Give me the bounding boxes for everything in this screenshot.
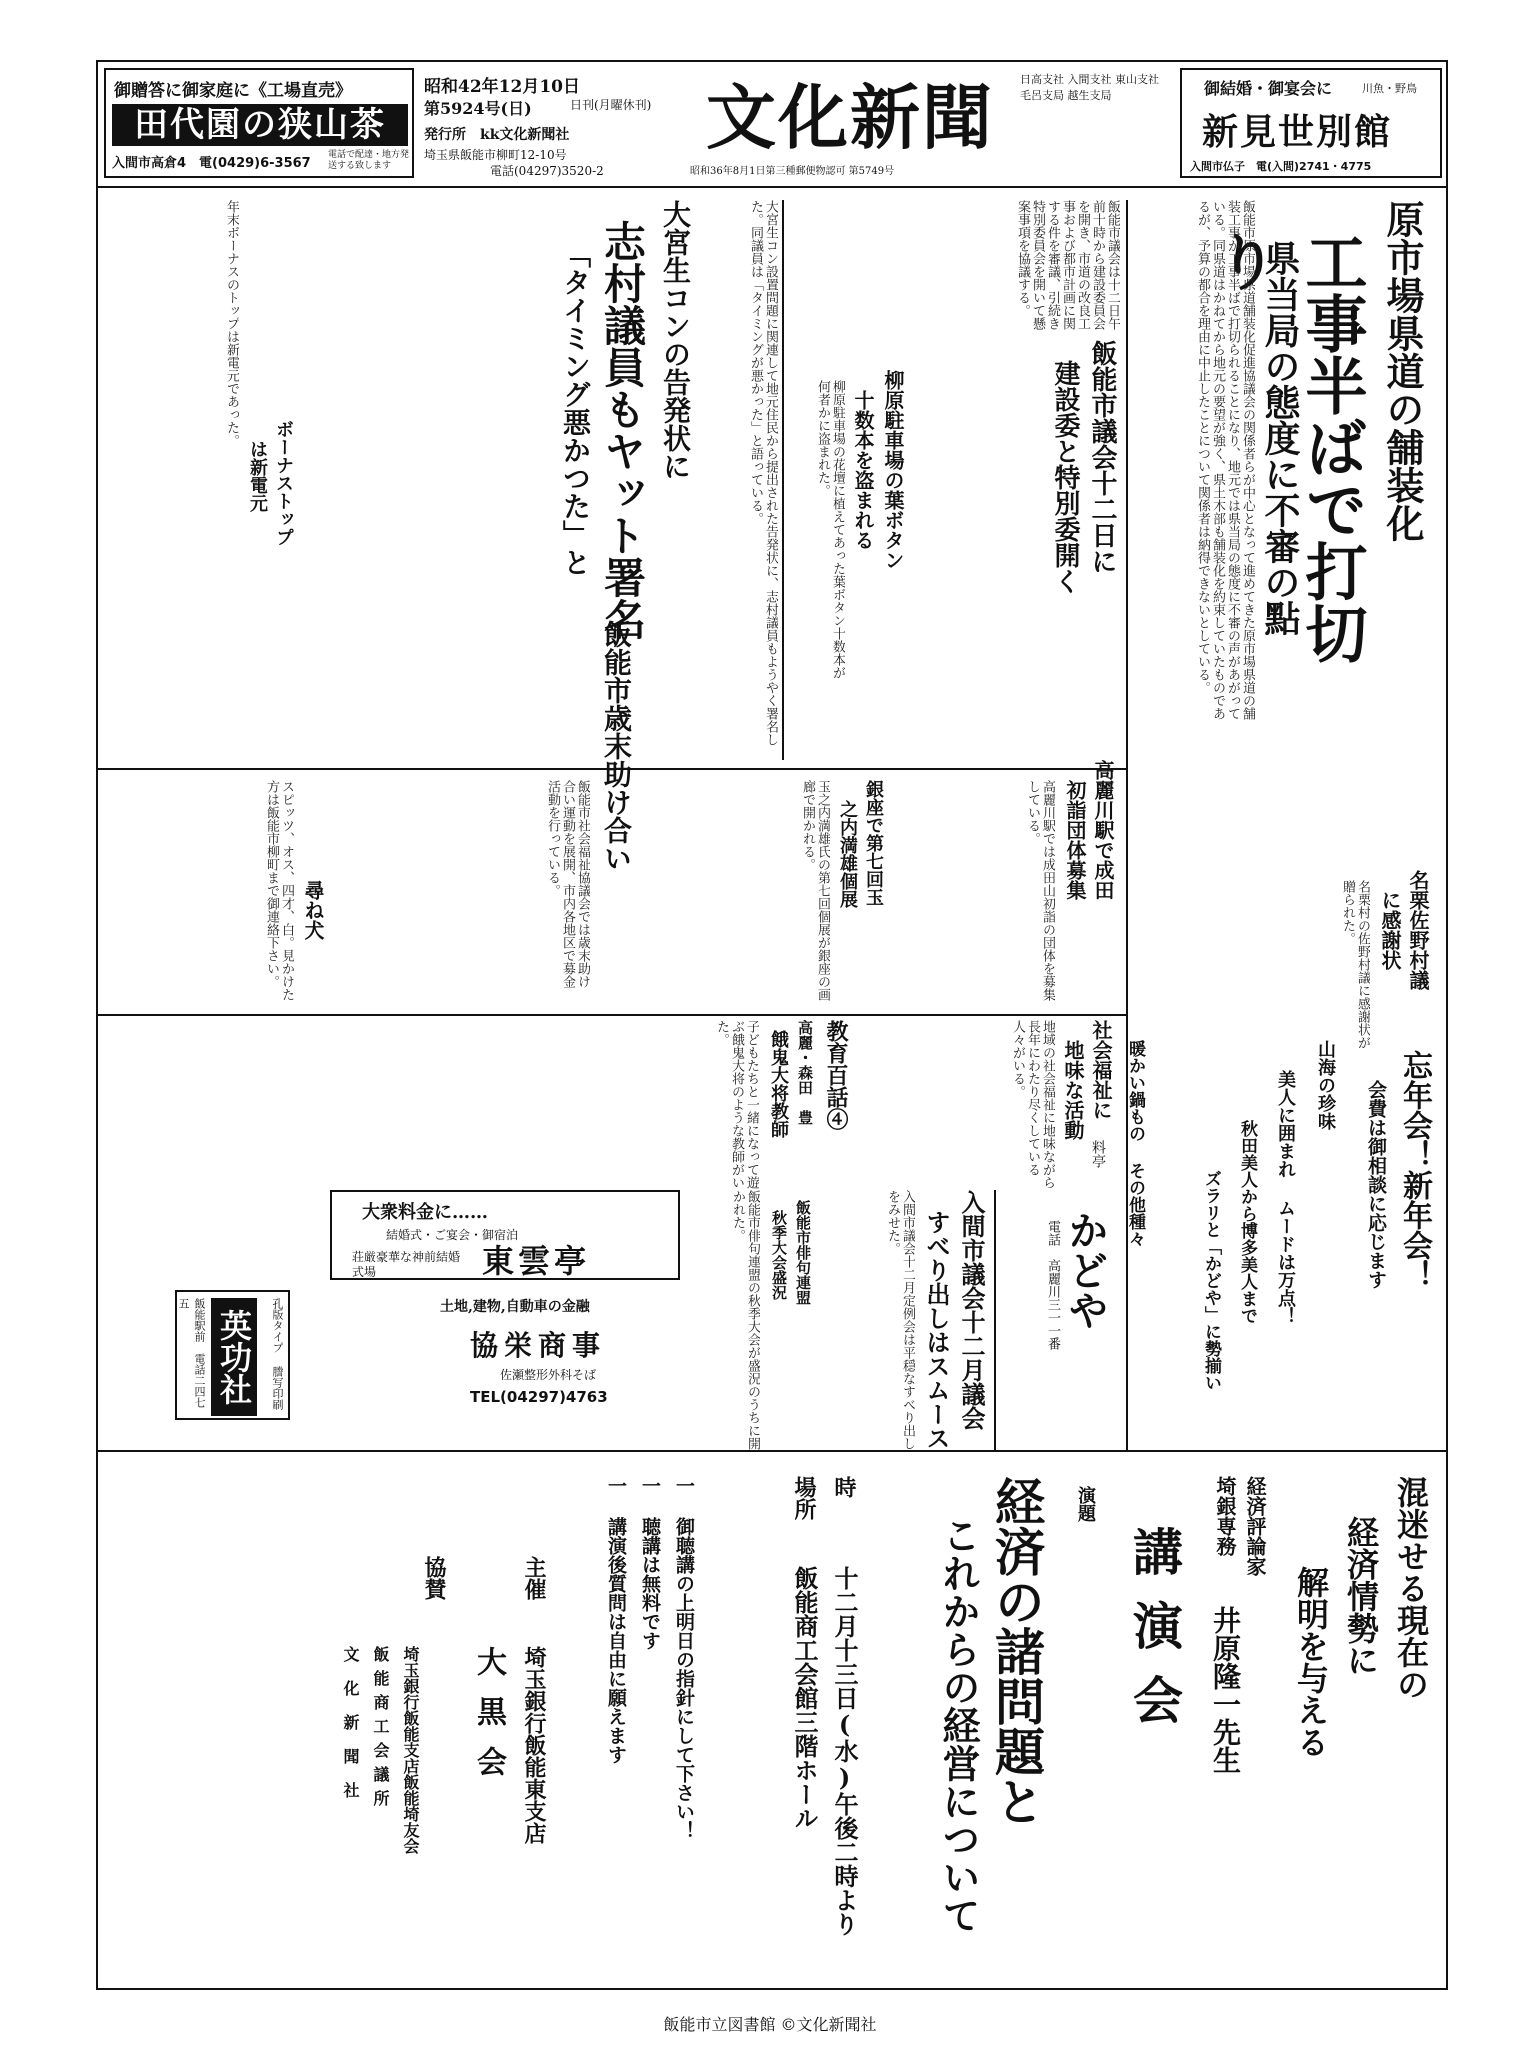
ad-slogan: 忘年会！新年会！ [1397,1050,1432,1290]
askdog-body: スピッツ、オス、四才、白。見かけた方は飯能市柳町まで御連絡下さい。 [264,780,294,1001]
ad-line: ズラリと「かどや」に勢揃い [1201,1170,1221,1391]
ad-sub: 孔版タイプ 謄写印刷 [271,1298,284,1410]
lecture-time-label: 時 [831,1476,857,1498]
lecture-speaker-role: 埼銀専務 [1213,1476,1237,1556]
lecture-topic: これからの経営について [936,1516,981,1934]
education-subtitle: 餓鬼大将教師 [768,1030,789,1138]
divider [96,1450,1448,1452]
ad-line: 秋田美人から博多美人まで [1237,1120,1257,1324]
footer-credit: 飯能市立図書館 ©文化新聞社 [663,2015,877,2034]
ginza-headline-2: 之内満雄個展 [837,800,858,908]
issue-frequency: 日刊(月曜休刊) [570,98,652,112]
council-body: 飯能市議会は十二日午前十時から建設委員会を開き、市道の改良工事および都市計画に関する件を審議、引続き特別委員会を開いて懸案事項を協議する。 [1015,200,1120,330]
council-headline-1: 飯能市議会十二日に [1087,340,1117,574]
lecture-time: 十二月十三日(水)午後二時より [830,1566,859,1936]
education-headline: 教育百話④ [823,1020,849,1130]
lecture-title: 解明を与える [1292,1566,1330,1758]
omiya-headline-3: 「タイミング悪かつた」と [559,240,592,576]
ad-name: 新見世別館 [1202,111,1393,153]
haiku-body: 飯能市俳句連盟の秋季大会が盛況のうちに開かれた。 [730,1190,760,1450]
welfare-headline-1: 社会福祉に [1089,1020,1113,1120]
lead-body-cont [1130,600,1440,850]
haiku-headline-2: 秋季大会盛況 [770,1210,788,1300]
lecture-co: 飯能商工会議所 [371,1646,390,1814]
education-author: 高麗・森田 豊 [796,1020,814,1125]
lecture-place: 飯能商工会館三階ホール [790,1566,819,1830]
welfare-headline-2: 地味な活動 [1061,1040,1085,1140]
lead-body: 飯能市原市場県道舗装化促進協議会の関係者らが中心となって進めてきた原市場県道の舗装工事が工事半ばで打切られることになり、地元では県当局の態度に不審の声があがっている。同県道はかねてから地元の要望が強く、県土木部も舗装化を約束していたものであるが、予算の都合を理由に中止したことについて関係者は納得できないとしている。 [1195,200,1255,720]
lecture-note: 一 御聴講の上明日の指針にして下さい！ [673,1476,695,1840]
bonus-headline-1: ボーナストップ [273,420,294,546]
bonus-headline-2: は新電元 [247,440,268,512]
lecture-event: 講演会 [1125,1526,1184,1748]
iruma-headline-1: 入間市議会十二月議会 [957,1190,986,1430]
masthead-permit: 昭和36年8月1日第三種郵便物認可 第5749号 [690,166,895,177]
ad-address: 飯能駅前 電話二四七五 [177,1298,206,1408]
lecture-co: 文化新聞社 [341,1646,360,1816]
ad-phone: TEL(04297)4763 [470,1388,608,1406]
kohigawa-headline-2: 初詣団体募集 [1063,780,1087,900]
council-body-2 [900,340,1040,740]
welfare-body: 地域の社会福祉に地味ながら長年にわたり尽くしている人々がいる。 [1010,1020,1055,1189]
theft-body: 柳原駐車場の花壇に植えてあった葉ボタン十数本が何者かに盗まれた。 [815,380,845,679]
lecture-host-label: 主催 [521,1556,547,1600]
lecture-ad [100,1456,1444,1986]
theft-headline-1: 柳原駐車場の葉ボタン [881,370,905,570]
iruma-body: 入間市議会十二月定例会は平穏なすべり出しをみせた。 [885,1190,915,1450]
lead-headline-1: 原市場県道の舗装化 [1380,200,1425,542]
divider [782,200,784,760]
thanks-headline-2: に感謝状 [1378,890,1402,970]
ad-desc: 荘厳豪華な神前結婚式場 [352,1250,461,1279]
haiku-headline-1: 飯能市俳句連盟 [794,1200,812,1305]
issue-date: 昭和42年12月10日 [424,77,580,97]
ad-sub: 川魚・野鳥 [1362,82,1417,95]
lecture-place-label: 場所 [791,1476,817,1520]
lecture-topic-label: 演題 [1075,1486,1096,1522]
lecture-speaker-name: 井原隆一先生 [1209,1606,1242,1774]
lecture-title: 混迷せる現在の [1392,1476,1430,1700]
ad-slogan-sub: 会費は御相談に応じます [1365,1080,1387,1289]
divider [994,1190,996,1450]
ad-line: 美人に囲まれ ムードは万点！ [1275,1070,1296,1325]
ad-tashiroen [104,68,414,178]
ad-line: 暖かい鍋もの その他種々 [1125,1040,1145,1247]
issue-number: 第5924号(日) [424,99,532,118]
issue-info [420,68,650,178]
ad-label: 料亭 [1090,1140,1106,1168]
iruma-headline-2: すべり出しはスムース [922,1210,951,1450]
ginza-headline-1: 銀座で第七回玉 [863,780,884,906]
ad-address: 入間市高倉4 電(0429)6-3567 [112,156,311,171]
lecture-co-label: 協賛 [421,1556,447,1600]
ad-kadoya [1000,1040,1440,1450]
ginza-body: 玉之内満雄氏の第七回個展が銀座の画廊で開かれる。 [800,780,830,1001]
publisher-phone: 電話(04297)3520-2 [490,164,604,178]
thanks-headline-1: 名栗佐野村議 [1406,870,1430,990]
askdog-headline: 尋ね犬 [301,880,325,940]
theft-headline-2: 十数本を盗まれる [851,390,875,550]
ad-name: 英功社 [211,1298,257,1416]
council-headline-2: 建設委と特別委開く [1050,360,1080,594]
ad-name: 東雲亭 [482,1242,591,1280]
mutualaid-headline: 飯能市歳末助け合い [600,620,633,872]
ad-title: 大衆料金に…… [362,1202,488,1223]
lecture-co: 埼玉銀行飯能支店飯能埼友会 [401,1646,420,1854]
lead-headline-3: 県当局の態度に不審の點 [1259,240,1301,636]
ad-touunkaku [330,1190,680,1280]
lecture-host: 埼玉銀行飯能東支店 [521,1646,547,1844]
ad-address: 入間市仏子 電(入間)2741・4775 [1190,160,1372,173]
publisher-address: 埼玉県飯能市柳町12-10号 [424,148,567,162]
ad-eikousha [175,1290,290,1420]
thanks-body: 名栗村の佐野村議に感謝状が贈られた。 [1340,880,1370,1049]
ad-tagline: 御結婚・御宴会に [1204,79,1333,98]
ad-tagline: 土地,建物,自動車の金融 [440,1299,590,1315]
ad-tagline: 御贈答に御家庭に《工場直売》 [114,81,352,101]
lecture-topic: 経済の諸問題と [987,1476,1046,1826]
divider [96,1014,1126,1016]
ad-sub: 結婚式・ご宴会・御宿泊 [386,1228,519,1242]
divider [96,186,1448,188]
lecture-note: 一 聴講は無料です [639,1476,661,1650]
kohigawa-headline-1: 高麗川駅で成田 [1091,760,1115,900]
omiya-headline-2: 志村議員もヤット署名 [598,220,647,640]
lecture-title: 経済情勢に [1342,1516,1380,1676]
ad-line: 山海の珍味 [1315,1040,1336,1130]
ad-address: 佐瀬整形外科そば [500,1368,597,1382]
ad-phone: 電話 高麗川三一一番 [1045,1220,1060,1350]
bonus-body: 年末ボーナスのトップは新電元であった。 [224,200,239,447]
omiya-headline-1: 大宮生コンの告発状に [659,200,692,480]
publisher: 発行所 kk文化新聞社 [424,127,570,143]
lecture-note: 一 講演後質問は自由に願えます [605,1476,627,1764]
mutualaid-body: 飯能市社会福祉協議会では歳末助け合い運動を展開、市内各地区で募金活動を行っている。 [545,780,590,988]
branch-list: 日高支社 入間支社 東山支社 毛呂支局 越生支局 [1020,73,1159,102]
ad-kyoei [430,1290,680,1440]
lead-headline-2: 工事半ばで打切り [1206,230,1368,664]
masthead-title: 文化新聞 [706,76,994,159]
ad-name: 協栄商事 [470,1329,607,1362]
ad-shinmise [1180,68,1442,178]
ad-note: 電話で配達・地方発送する致します [328,150,410,171]
ad-name: かどや [1062,1210,1109,1330]
omiya-body-2 [300,200,550,580]
kohigawa-body: 高麗川駅では成田山初詣の団体を募集している。 [1025,780,1055,1001]
omiya-body: 大宮生コン設置問題に関連して地元住民から提出された告発状に、志村議員もようやく署名した。同議員は「タイミングが悪かった」と語っている。 [748,200,778,746]
ad-name: 田代園の狭山茶 [112,104,408,146]
lecture-speaker-role: 経済評論家 [1243,1476,1267,1576]
education-body: 子どもたちと一緒になって遊ぶ餓鬼大将のような教師がいた。 [714,1020,759,1189]
lecture-host: 大黒会 [471,1646,506,1796]
